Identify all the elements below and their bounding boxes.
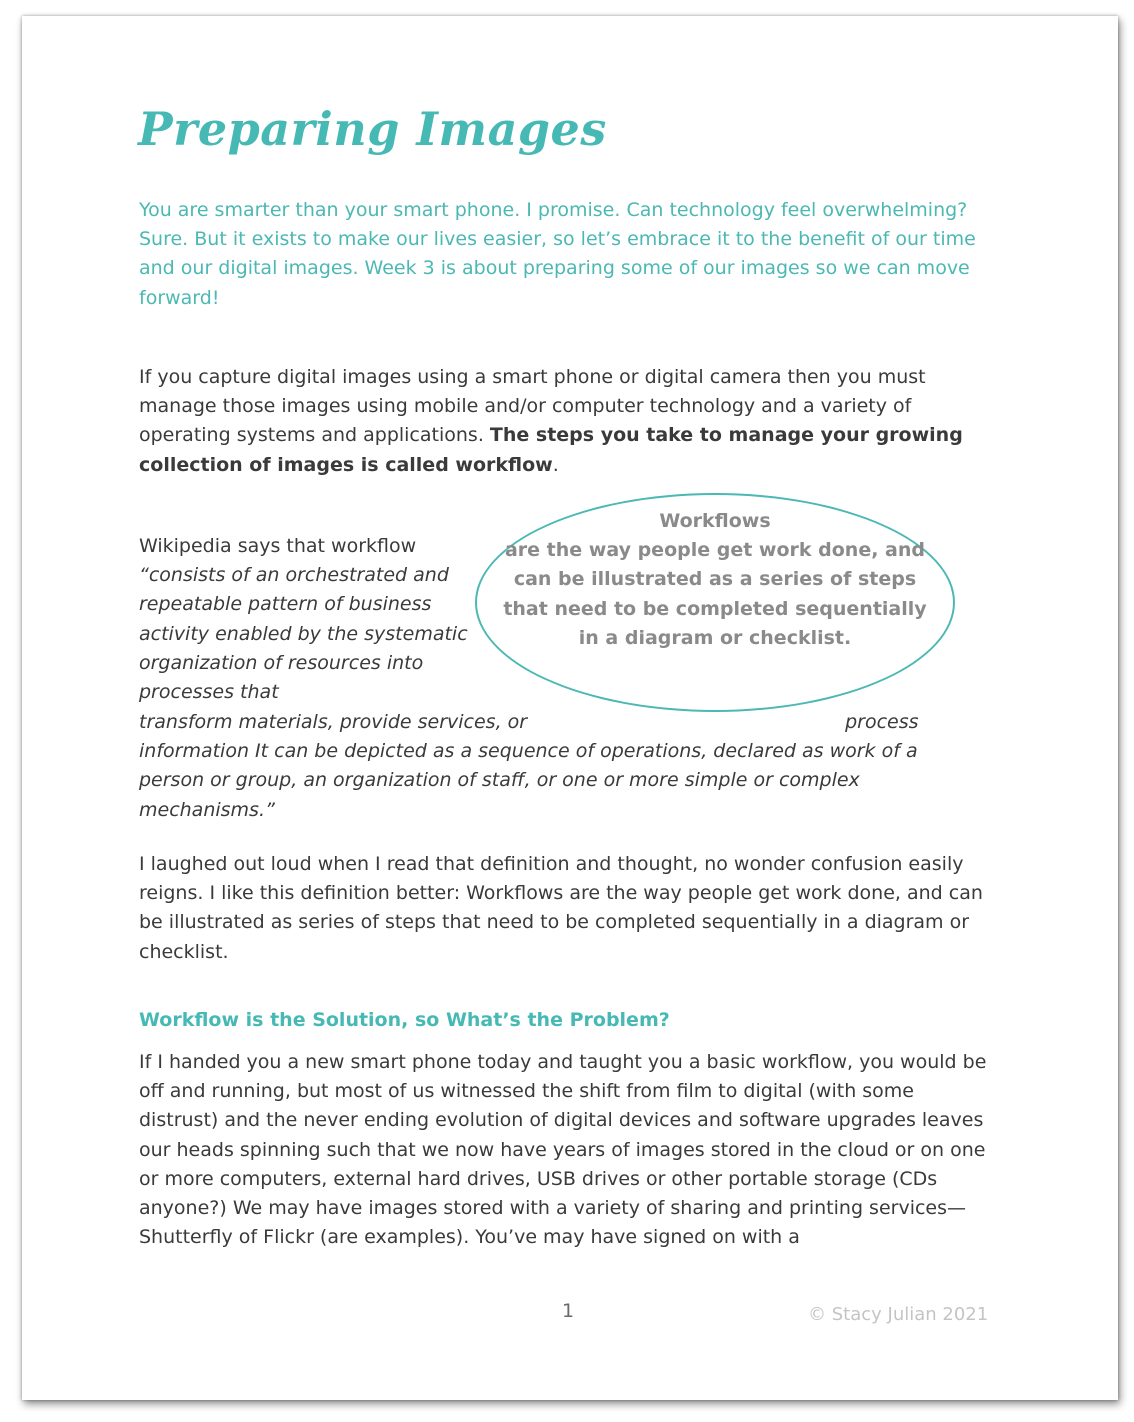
- workflow-intro-text: If you capture digital images using a smart phone or digital camera then you must manage those images using mobile and/or computer technology and a variety of operating systems and applications.: [139, 366, 926, 447]
- wikipedia-quote-part1: “consists of an orchestrated and repeatable pattern of business activity enabled by the systematic organization of resources into processes that: [139, 564, 468, 704]
- wikipedia-quote-start: [139, 532, 479, 707]
- document-page: [22, 16, 1118, 1400]
- wikipedia-quote-continued: [139, 708, 949, 825]
- intro-paragraph: You are smarter than your smart phone. I promise. Can technology feel overwhelming? Sure. But it exists to make our lives easier, so let’s embrace it to the benefit of our time and our digital images. Week 3 is about preparing some of our images so we can move forward!: [139, 199, 976, 309]
- callout-heading: Workflows: [659, 510, 771, 532]
- page-number: 1: [562, 1300, 575, 1322]
- workflow-intro-end: .: [552, 453, 559, 476]
- problem-paragraph: If I handed you a new smart phone today and taught you a basic workflow, you would be off and running, but most of us witnessed the shift from film to digital (with some distrust) and the never ending evolution of digital devices and software upgrades leaves our heads spinning such that we now have years of images stored in the cloud or on one or more computers, external hard drives, USB drives or other portable storage (CDs anyone?) We may have images stored with a variety of sharing and printing services—Shutterfly of Flickr (are examples). You’ve may have signed on with a: [139, 1051, 987, 1249]
- workflow-definition-bold: The steps you take to manage your growing collection of images is called workflow: [139, 424, 963, 476]
- workflow-intro-paragraph: [139, 363, 997, 480]
- wikipedia-quote-part2a: transform materials, provide services, or: [139, 711, 528, 733]
- section-heading: Workflow is the Solution, so What’s the Problem?: [139, 1009, 670, 1031]
- page-title: Preparing Images: [138, 102, 607, 156]
- definition-paragraph: I laughed out loud when I read that definition and thought, no wonder confusion easily reigns. I like this definition better: Workflows are the way people get work done, and can be illustrated as series of steps that need to be completed sequentially in a diagram or checklist.: [139, 853, 983, 963]
- copyright-notice: © Stacy Julian 2021: [808, 1304, 989, 1325]
- callout-body: are the way people get work done, and can be illustrated as a series of steps that need to be completed sequentially in a diagram or checklist.: [503, 539, 927, 649]
- wikipedia-lead: Wikipedia says that workflow: [139, 535, 417, 557]
- callout-text: [500, 507, 930, 653]
- wikipedia-quote-part2b: process information It can be depicted as a sequence of operations, declared as work of a person or group, an organization of staff, or one or more simple or complex mechanisms.”: [139, 711, 919, 821]
